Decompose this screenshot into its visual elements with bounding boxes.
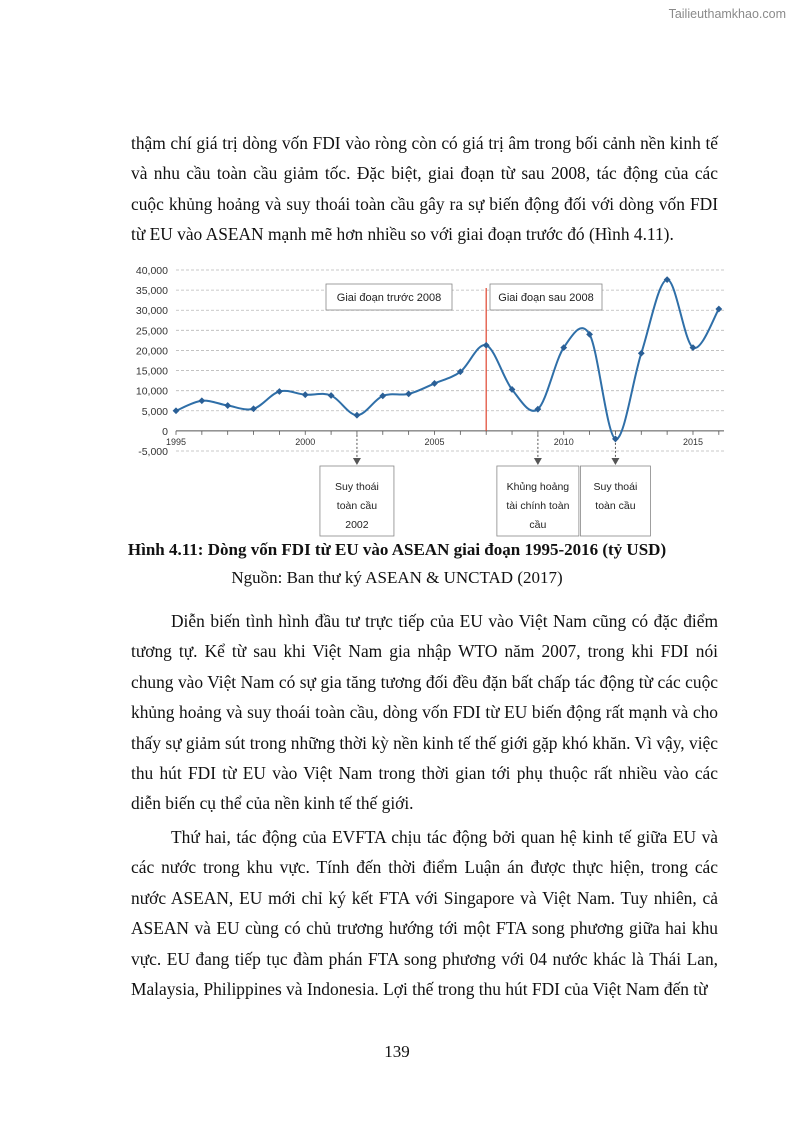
y-tick-label: 5,000: [141, 405, 168, 418]
figure-source: Nguồn: Ban thư ký ASEAN & UNCTAD (2017): [231, 568, 563, 587]
annotation-label: Suy thoái: [335, 481, 379, 493]
y-tick-label: 10,000: [135, 385, 168, 398]
x-tick-label: 2015: [682, 436, 703, 447]
chart-axes: [176, 431, 724, 435]
y-tick-label: 30,000: [135, 305, 168, 318]
y-tick-label: 20,000: [135, 345, 168, 358]
x-tick-label: 2010: [553, 436, 574, 447]
figure-title: Hình 4.11: Dòng vốn FDI từ EU vào ASEAN giai đoạn 1995-2016 (tỷ USD): [127, 540, 667, 559]
data-point: [431, 380, 438, 387]
annotation-label: Suy thoái: [593, 481, 638, 493]
data-point: [173, 407, 180, 414]
y-tick-label: 35,000: [135, 285, 168, 298]
y-tick-label: -5,000: [138, 446, 168, 458]
period-label: Giai đoạn trước 2008: [336, 292, 442, 304]
x-tick-label: 2000: [295, 436, 316, 447]
paragraph-evfta: Thứ hai, tác động của EVFTA chịu tác động bởi quan hệ kinh tế giữa EU và các nước trong khu vực. Tính đến thời điểm Luận án được thực hiện, trong các nước ASEAN, EU mới chỉ ký kết FTA với Singapore và Việt Nam. Tuy nhiên, cả ASEAN và EU cùng có chủ trương hướng tới một FTA song phương giữa hai khu vực. EU đang tiếp tục đàm phán FTA song phương với 04 nước khác là Thái Lan, Malaysia, Philippines và Indonesia. Lợi thế trong thu hút FDI của Việt Nam đến từ: [131, 827, 718, 1000]
y-tick-label: 0: [162, 425, 168, 438]
y-tick-label: 15,000: [135, 365, 168, 378]
data-point: [354, 412, 361, 419]
chart-labels: [136, 265, 703, 458]
data-point: [198, 397, 205, 404]
data-point: [638, 350, 645, 357]
paragraph-vietnam: Diễn biến tình hình đầu tư trực tiếp của EU vào Việt Nam cũng có đặc điểm tương tự. Kể từ sau khi Việt Nam gia nhập WTO năm 2007, trong khi FDI nói chung vào Việt Nam có sự gia tăng tương đối đều đặn bất chấp tác động từ các cuộc khủng hoảng và suy thoái toàn cầu, dòng vốn FDI từ EU biến động rất mạnh và cho thấy sự giảm sút trong những thời kỳ nền kinh tế thế giới gặp khó khăn. Vì vậy, việc thu hút FDI từ EU vào Việt Nam trong thời gian tới phụ thuộc rất nhiều vào các diễn biến cụ thể của nền kinh tế thế giới.: [131, 611, 718, 814]
x-tick-label: 1995: [165, 436, 187, 447]
annotation-label: toàn cầu: [595, 500, 636, 512]
y-tick-label: 40,000: [135, 265, 168, 277]
data-point: [302, 391, 309, 398]
data-point: [276, 388, 283, 395]
page-number: 139: [384, 1042, 410, 1061]
x-tick-label: 2005: [424, 436, 445, 447]
annotation-label: toàn cầu: [336, 500, 378, 512]
annotation-arrowhead: [611, 458, 619, 465]
annotation-label: cầu: [529, 519, 547, 531]
watermark: Tailieuthamkhao.com: [668, 7, 786, 21]
annotation-label: 2002: [345, 519, 369, 531]
annotation-label: tài chính toàn: [506, 500, 570, 512]
paragraph-intro: thậm chí giá trị dòng vốn FDI vào ròng còn có giá trị âm trong bối cảnh nền kinh tế và nhu cầu toàn cầu giảm tốc. Đặc biệt, giai đoạn từ sau 2008, tác động của các cuộc khủng hoảng và suy thoái toàn cầu gây ra sự biến động đối với dòng vốn FDI từ EU vào ASEAN mạnh mẽ hơn nhiều so với giai đoạn trước đó (Hình 4.11).: [131, 133, 718, 245]
period-label: Giai đoạn sau 2008: [498, 292, 594, 304]
annotation-label: Khủng hoảng: [506, 481, 570, 493]
annotation-arrowhead: [353, 458, 361, 465]
y-tick-label: 25,000: [135, 325, 168, 338]
annotation-arrowhead: [534, 458, 542, 465]
data-point: [405, 390, 412, 397]
fdi-line-chart: [120, 258, 735, 540]
data-point: [224, 402, 231, 409]
chart-annotations: [320, 435, 650, 536]
